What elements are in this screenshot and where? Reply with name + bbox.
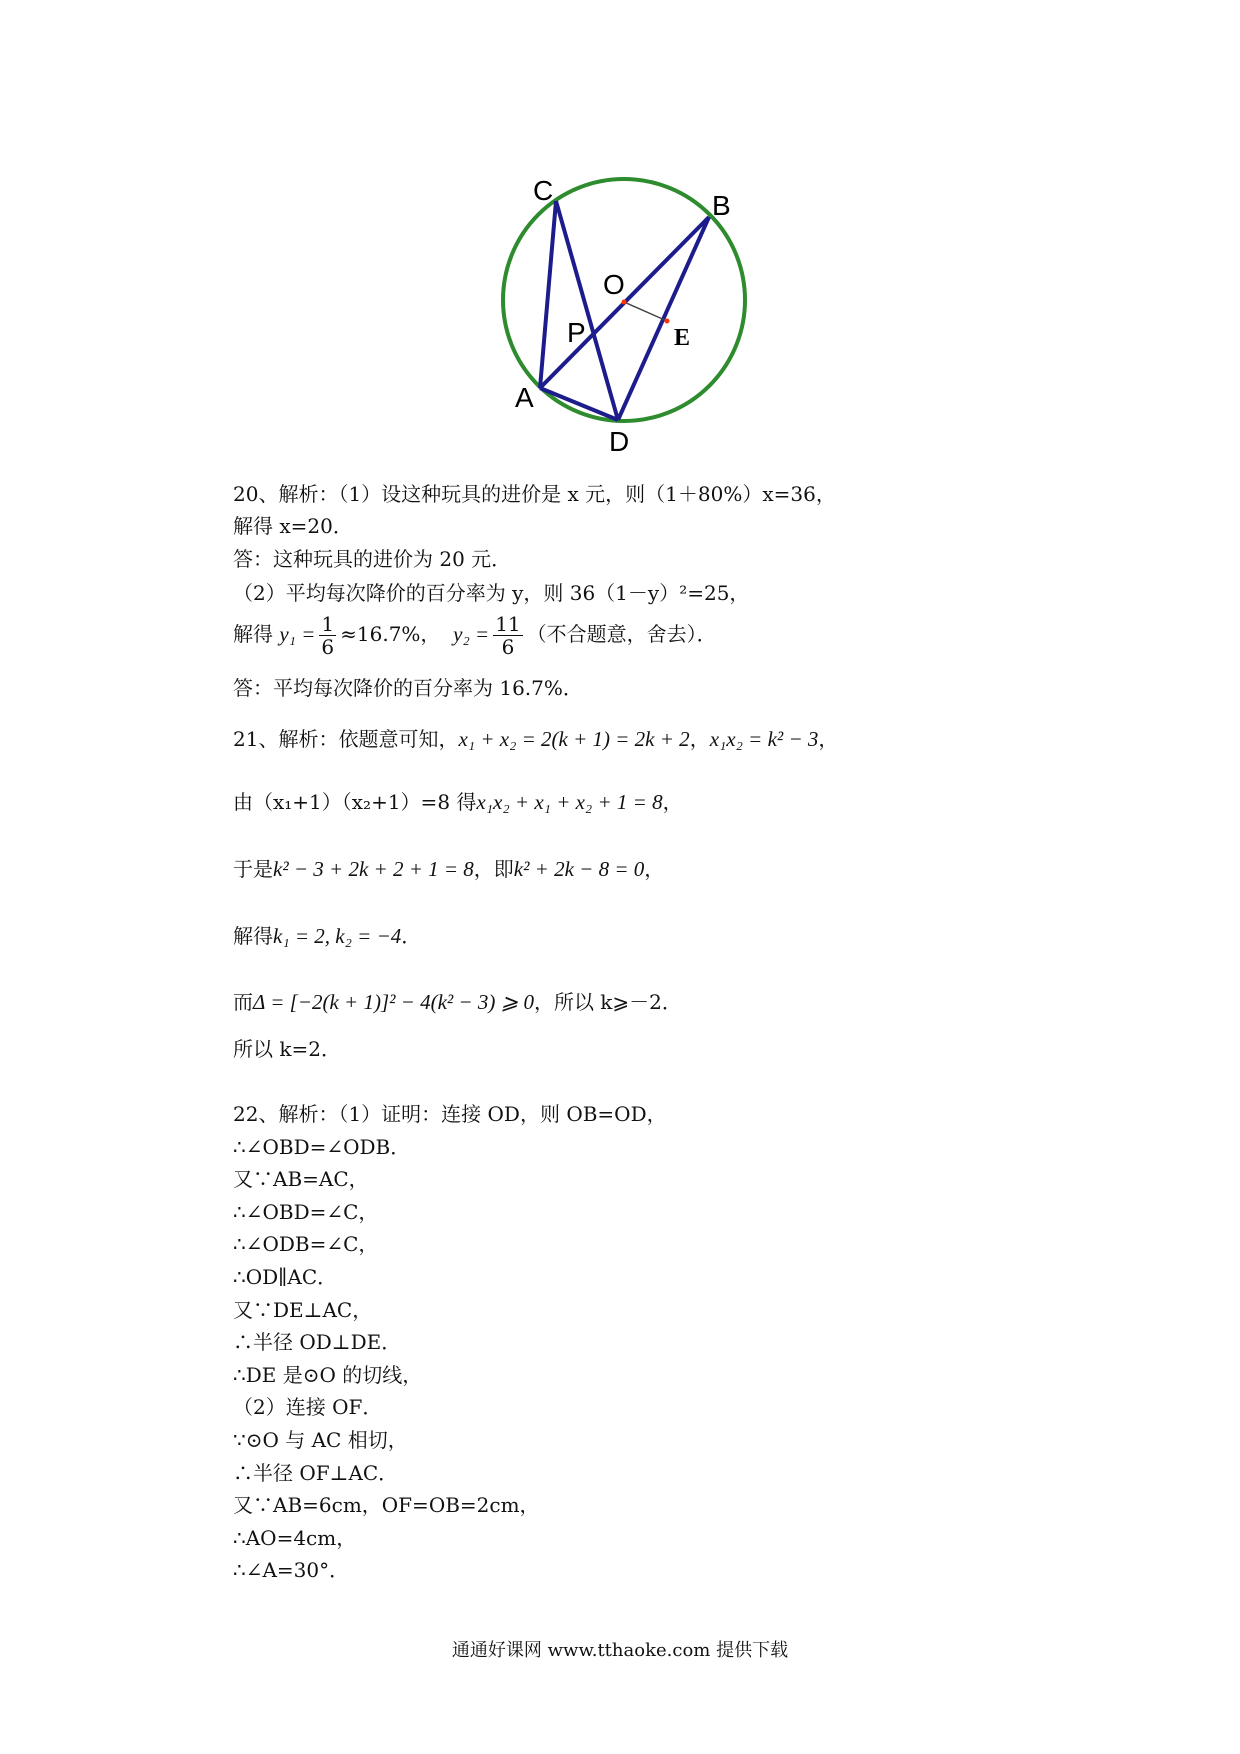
label-a: A <box>515 382 534 413</box>
geometry-figure <box>0 0 1240 470</box>
p21-line-1 <box>233 726 838 752</box>
p21-and: 而 <box>233 990 253 1014</box>
p21-sep: ， <box>689 727 710 751</box>
p21-conclusion-k: ，所以 k⩾－2． <box>533 990 682 1014</box>
fraction-1-6 <box>319 613 336 658</box>
p21-intro: 21、解析：依题意可知， <box>233 727 459 751</box>
fraction-1-denominator: 6 <box>321 635 335 659</box>
footer-source: 通通好课网 www.tthaoke.com 提供下载 <box>451 1640 789 1661</box>
p21-substituted: k² − 3 + 2k + 2 + 1 = 8 <box>273 857 474 881</box>
label-p: P <box>567 317 586 348</box>
p21-line-4 <box>233 923 421 949</box>
p20-solve-prefix: 解得 <box>233 622 280 646</box>
p22-line-11: ∵⊙O 与 AC 相切， <box>233 1428 408 1452</box>
p22-line-6: ∴OD∥AC． <box>233 1265 338 1289</box>
triangle-lines <box>540 201 709 420</box>
p22-line-9: ∴DE 是⊙O 的切线， <box>233 1363 423 1387</box>
p20-line-5 <box>233 610 717 658</box>
p21-thus: 于是 <box>233 857 273 881</box>
p20-y1: y₁ = <box>279 622 316 646</box>
p20-y2: y₂ = <box>453 622 490 646</box>
p21-product-roots: x₁x₂ = k² − 3 <box>709 727 819 751</box>
p21-end-1: ， <box>818 727 839 751</box>
segment-cd <box>556 201 618 420</box>
fraction-2-denominator: 6 <box>501 635 515 659</box>
p20-line-2: 解得 x=20． <box>233 514 353 538</box>
fraction-2-numerator: 11 <box>495 612 521 636</box>
p21-end-4: ． <box>401 924 422 948</box>
label-c: C <box>533 175 554 206</box>
p22-line-10: （2）连接 OF． <box>233 1395 383 1419</box>
p20-line-3: 答：这种玩具的进价为 20 元． <box>233 547 512 571</box>
p20-line-1: 20、解析：（1）设这种玩具的进价是 x 元，则（1＋80%）x=36， <box>233 482 836 506</box>
segment-ad <box>540 388 618 420</box>
p22-line-2: ∴∠OBD=∠ODB． <box>233 1135 411 1159</box>
p22-line-1: 22、解析：（1）证明：连接 OD，则 OB=OD， <box>233 1102 667 1126</box>
p22-line-3: 又∵AB=AC， <box>233 1167 369 1191</box>
p22-line-5: ∴∠ODB=∠C， <box>233 1232 379 1256</box>
p20-approx: ≈16.7%， <box>340 622 441 646</box>
p21-line-6: 所以 k=2． <box>233 1037 341 1061</box>
label-b: B <box>712 190 731 221</box>
p22-line-12: ∴半径 OF⊥AC． <box>233 1461 399 1485</box>
fraction-11-6 <box>493 613 522 658</box>
segment-oe <box>624 302 667 321</box>
p21-solve: 解得 <box>233 924 273 948</box>
p22-line-4: ∴∠OBD=∠C， <box>233 1200 379 1224</box>
p21-end-2: ， <box>662 790 683 814</box>
p21-sum-roots: x₁ + x₂ = 2(k + 1) = 2k + 2 <box>458 727 690 751</box>
label-o: O <box>603 269 625 300</box>
p20-rejected: （不合题意，舍去）． <box>526 622 717 646</box>
fraction-1-numerator: 1 <box>321 612 335 636</box>
p20-line-4: （2）平均每次降价的百分率为 y，则 36（1－y）²=25， <box>233 581 750 605</box>
p22-line-15: ∴∠A=30°． <box>233 1558 350 1582</box>
p21-line-5 <box>233 989 682 1015</box>
p21-discriminant: Δ = [−2(k + 1)]² − 4(k² − 3) ⩾ 0 <box>253 990 534 1014</box>
p21-roots: k₁ = 2, k₂ = −4 <box>273 924 402 948</box>
point-o <box>622 300 627 305</box>
p22-line-7: 又∵DE⊥AC， <box>233 1298 373 1322</box>
p20-line-6: 答：平均每次降价的百分率为 16.7%． <box>233 676 583 700</box>
label-d: D <box>609 426 630 457</box>
p22-line-8: ∴半径 OD⊥DE． <box>233 1330 402 1354</box>
p21-quadratic: k² + 2k − 8 = 0 <box>513 857 645 881</box>
segment-ca <box>540 201 556 388</box>
p21-namely: ，即 <box>473 857 514 881</box>
p21-given: 由（x₁+1）（x₂+1）=8 得 <box>233 790 477 814</box>
p21-expanded: x₁x₂ + x₁ + x₂ + 1 = 8 <box>476 790 663 814</box>
p21-line-3 <box>233 856 664 882</box>
p21-line-2 <box>233 789 683 815</box>
label-e: E <box>674 325 691 351</box>
point-e <box>665 319 670 324</box>
segment-bd <box>618 217 709 420</box>
p22-line-13: 又∵AB=6cm，OF=OB=2cm， <box>233 1493 540 1517</box>
p22-line-14: ∴AO=4cm， <box>233 1526 357 1550</box>
p21-end-3: ， <box>644 857 665 881</box>
